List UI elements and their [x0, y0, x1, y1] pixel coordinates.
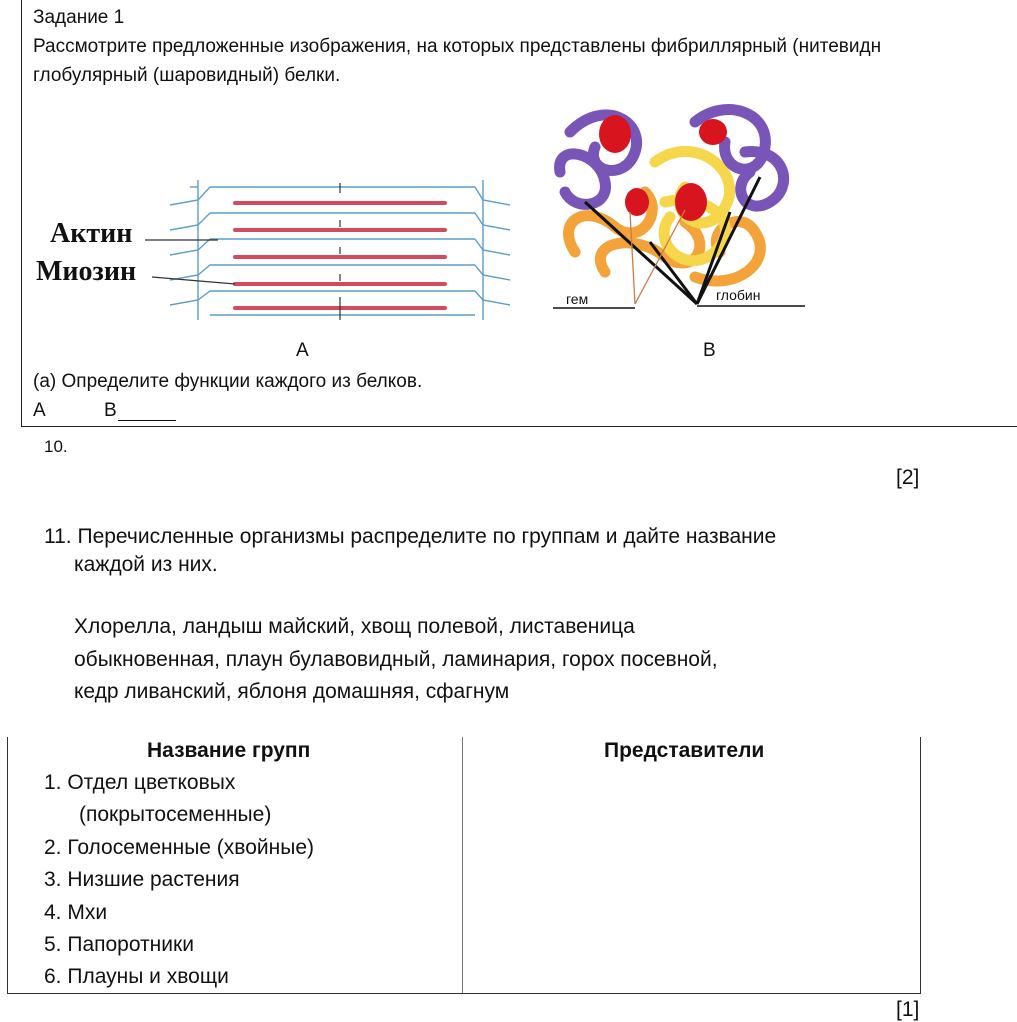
label-heme: гем	[566, 291, 589, 307]
organisms-line3: кедр ливанский, яблоня домашняя, сфагнум	[74, 680, 510, 703]
question-10-number: 10.	[44, 437, 68, 456]
table-row: 5. Папоротники	[44, 933, 194, 956]
answer-blank-line	[118, 420, 176, 421]
table-row: 1. Отдел цветковых	[44, 771, 236, 794]
question-11-line2: каждой из них.	[74, 553, 218, 576]
score-1: [1]	[896, 998, 920, 1021]
organisms-line2: обыкновенная, плаун булавовидный, ламинария, горох посевной,	[74, 648, 718, 671]
question-a: (а) Определите функции каждого из белков.	[33, 371, 423, 392]
hemoglobin-diagram	[545, 92, 810, 314]
header-members: Представители	[604, 739, 765, 762]
caption-b: В	[703, 340, 716, 361]
score-2: [2]	[896, 466, 920, 489]
label-globin: глобин	[716, 287, 761, 303]
label-actin: Актин	[50, 218, 133, 249]
sarcomere-diagram	[140, 175, 520, 325]
header-groups: Название групп	[147, 739, 311, 762]
label-myosin: Миозин	[36, 256, 137, 287]
question-11-line1: 11. Перечисленные организмы распределите по группам и дайте название	[44, 525, 777, 548]
task-prompt-line1: Рассмотрите предложенные изображения, на которых представлены фибриллярный (нитевидн	[33, 36, 882, 57]
table-row: 4. Мхи	[44, 901, 108, 924]
table-row: 6. Плауны и хвощи	[44, 965, 229, 988]
task-prompt-line2: глобулярный (шаровидный) белки.	[33, 65, 341, 86]
task-heading: Задание 1	[33, 7, 125, 28]
answer-a-label: А	[33, 400, 46, 421]
table-row: (покрытосеменные)	[79, 803, 272, 826]
table-column-divider	[462, 737, 463, 993]
organisms-line1: Хлорелла, ландыш майский, хвощ полевой, листавеница	[74, 615, 635, 638]
caption-a: А	[296, 340, 309, 361]
table-row: 3. Низшие растения	[44, 868, 240, 891]
table-row: 2. Голосеменные (хвойные)	[44, 836, 314, 859]
answer-b-label: В	[104, 400, 117, 421]
